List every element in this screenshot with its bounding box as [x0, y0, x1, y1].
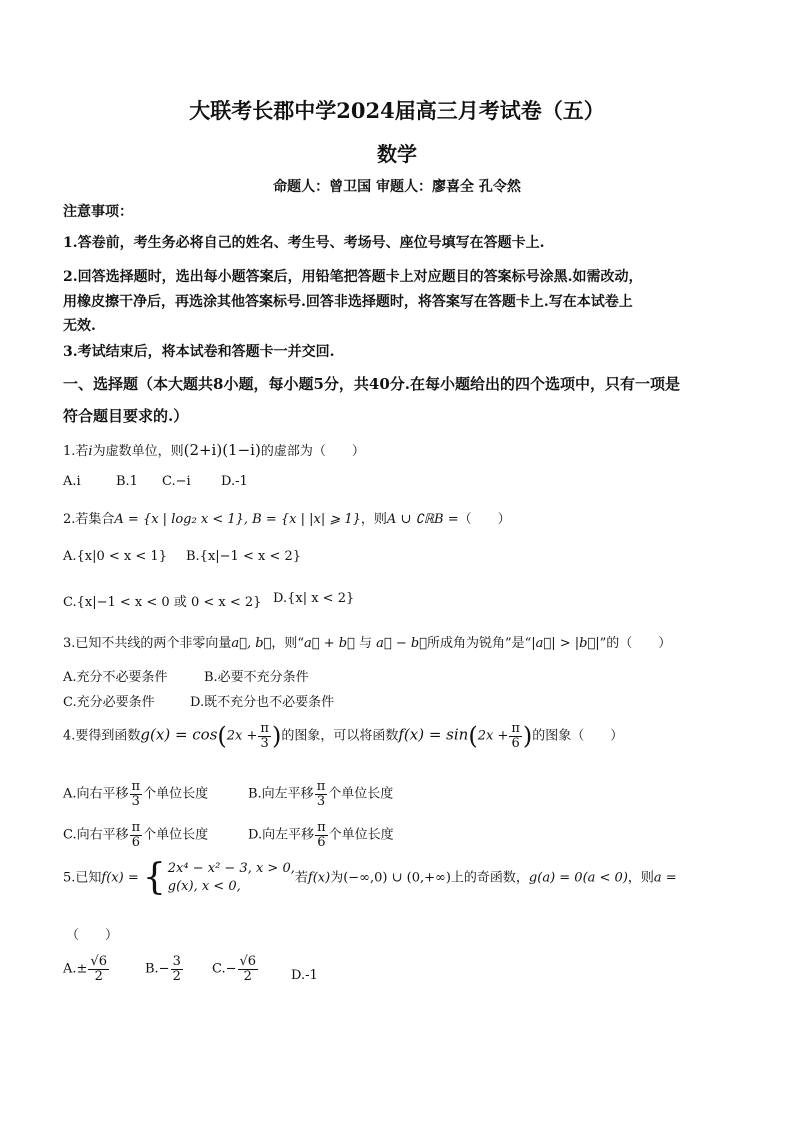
q4-option-a: A.向右平移 $\frac{\pi}{3}$ 个单位长度	[63, 779, 209, 809]
note-1: 1.答卷前，考生务必将自己的姓名、考生号、考场号、座位号填写在答题卡上.	[63, 235, 545, 251]
q2-option-b: B.{x|−1 < x < 2}	[186, 549, 302, 564]
q2-target: A ∪ ∁ℝB =	[386, 512, 459, 527]
q3-with: 与	[359, 636, 373, 651]
q5-fx: f(x) =	[101, 870, 139, 886]
q5-a-fraction: $\frac{√6}{2}$	[90, 954, 107, 984]
q5-pre: 5.已知	[63, 870, 102, 886]
q4-g-def: g(x) = cos	[140, 725, 218, 744]
section-heading-line-1: 一、选择题（本大题共8小题，每小题5分，共40分.在每小题给出的四个选项中，只有一项是	[63, 375, 680, 393]
q1-expression: (2+i)(1−i)	[183, 441, 261, 459]
q5-case-1: 2x⁴ − x² − 3, x > 0,	[167, 861, 295, 877]
q5-option-c: C.− $\frac{√6}{2}$	[212, 954, 257, 984]
q4-f-fraction: $\frac{\pi}{6}$	[511, 721, 520, 751]
q5-piecewise: { 2x⁴ − x² − 3, x > 0, g(x), x < 0,	[142, 857, 295, 898]
q5-mid-2: 为	[330, 870, 344, 886]
q5-bracket: （ ）	[66, 928, 119, 943]
q2-option-c	[63, 591, 261, 610]
q4-g-arg: 2x +	[226, 728, 258, 744]
q5-option-a: A.± $\frac{√6}{2}$	[63, 954, 107, 984]
q4-mid: 的图象，可以将函数	[281, 728, 399, 744]
q3-pre: 3.已知不共线的两个非零向量	[63, 636, 232, 651]
q5-a-eq: a =	[653, 870, 677, 886]
q1-pre: 1.若	[63, 444, 89, 459]
q5-domain: (−∞,0) ∪ (0,+∞)	[343, 870, 451, 886]
q4-option-c: C.向右平移 $\frac{\pi}{6}$ 个单位长度	[63, 820, 209, 850]
q3-option-d: D.既不充分也不必要条件	[190, 695, 335, 710]
q2-pre: 2.若集合	[63, 512, 115, 527]
q4-option-d: D.向左平移 $\frac{\pi}{6}$ 个单位长度	[248, 820, 394, 850]
q1-option-c: C.−i	[162, 474, 191, 489]
q4-g-fraction: $\frac{\pi}{3}$	[260, 721, 269, 751]
q5-mid-1: 若	[294, 870, 308, 886]
q1-option-b: B.1	[116, 474, 138, 489]
q5-mid-4: ，则	[627, 870, 654, 886]
q3-sum: a⃗ + b⃗	[304, 636, 355, 651]
note-2-line-1: 2.回答选择题时，选出每小题答案后，用铅笔把答题卡上对应题目的答案标号涂黑.如需改动，	[63, 269, 643, 285]
q3-diff: a⃗ − b⃗	[376, 636, 427, 651]
question-2	[63, 508, 511, 527]
q5-c-fraction: $\frac{√6}{2}$	[239, 954, 257, 984]
note-2-line-3: 无效.	[63, 318, 96, 334]
q5-b-fraction: $\frac{3}{2}$	[172, 954, 181, 984]
q3-vectors: a⃗, b⃗	[231, 636, 272, 651]
q4-f-arg: 2x +	[477, 728, 509, 744]
q4-post: 的图象（ ）	[532, 728, 624, 744]
q2-option-c-post: 0 < x < 2}	[190, 595, 262, 610]
q2-post: ，则	[360, 512, 387, 527]
notes-heading: 注意事项：	[63, 204, 133, 220]
q2-tail: （ ）	[458, 512, 511, 527]
question-5	[63, 857, 677, 898]
section-heading-line-2: 符合题目要求的.）	[63, 407, 189, 425]
q4-f-def: f(x) = sin	[398, 725, 469, 744]
q3-compare: |a⃗| > |b⃗|	[531, 636, 600, 651]
note-3: 3.考试结束后，将本试卷和答题卡一并交回.	[63, 344, 335, 360]
q4-d-fraction: $\frac{\pi}{6}$	[317, 820, 326, 850]
authors-line: 命题人：曾卫国 审题人：廖喜全 孔令然	[273, 179, 521, 195]
q2-sets: A = {x | log₂ x < 1}, B = {x | |x| ⩾ 1}	[114, 512, 361, 527]
q5-fx-2: f(x)	[307, 870, 331, 886]
q2-option-c-pre: C.{x|−1 < x < 0	[63, 595, 170, 610]
q4-pre: 4.要得到函数	[63, 728, 141, 744]
page-title: 大联考长郡中学2024届高三月考试卷（五）	[189, 98, 605, 123]
question-3	[63, 632, 671, 651]
q5-mid-3: 上的奇函数，	[450, 870, 529, 886]
question-4: 4.要得到函数g(x) = cos(2x + $\frac{\pi}{3}$ )的图象，可以将函数f(x) = sin(2x + $\frac{\pi}{6}$ )的图象（ ）	[63, 721, 624, 751]
q5-option-b: B.− $\frac{3}{2}$	[145, 954, 181, 984]
q5-option-d: D.-1	[291, 968, 318, 983]
q1-option-a: A.i	[63, 474, 81, 489]
q4-option-b: B.向左平移 $\frac{\pi}{3}$ 个单位长度	[248, 779, 394, 809]
q3-option-b: B.必要不充分条件	[204, 670, 309, 685]
note-2-line-2: 用橡皮擦干净后，再选涂其他答案标号.回答非选择题时，将答案写在答题卡上.写在本试卷上	[63, 294, 633, 310]
subject-title: 数学	[377, 142, 417, 166]
q1-post: 的虚部为（ ）	[260, 444, 365, 459]
question-1	[63, 440, 365, 459]
q4-c-fraction: $\frac{\pi}{6}$	[131, 820, 141, 850]
q2-option-d: D.{x| x < 2}	[273, 591, 355, 606]
q5-case-2: g(x), x < 0,	[167, 879, 241, 894]
q2-option-c-or: 或	[173, 595, 187, 610]
q3-mid-2: 所成角为锐角”是“	[427, 636, 532, 651]
q3-mid-1: ，则“	[271, 636, 305, 651]
q3-option-a: A.充分不必要条件	[63, 670, 168, 685]
q3-option-c: C.充分必要条件	[63, 695, 155, 710]
q1-option-d: D.-1	[221, 474, 248, 489]
q5-ga: g(a) = 0(a < 0)	[528, 870, 628, 886]
q1-mid: 为虚数单位，则	[92, 444, 184, 459]
q2-option-a: A.{x|0 < x < 1}	[63, 549, 167, 564]
q3-post: ”的（ ）	[599, 636, 672, 651]
q4-a-fraction: $\frac{\pi}{3}$	[131, 779, 141, 809]
q4-b-fraction: $\frac{\pi}{3}$	[316, 779, 326, 809]
q1-i-symbol: i	[88, 444, 93, 459]
